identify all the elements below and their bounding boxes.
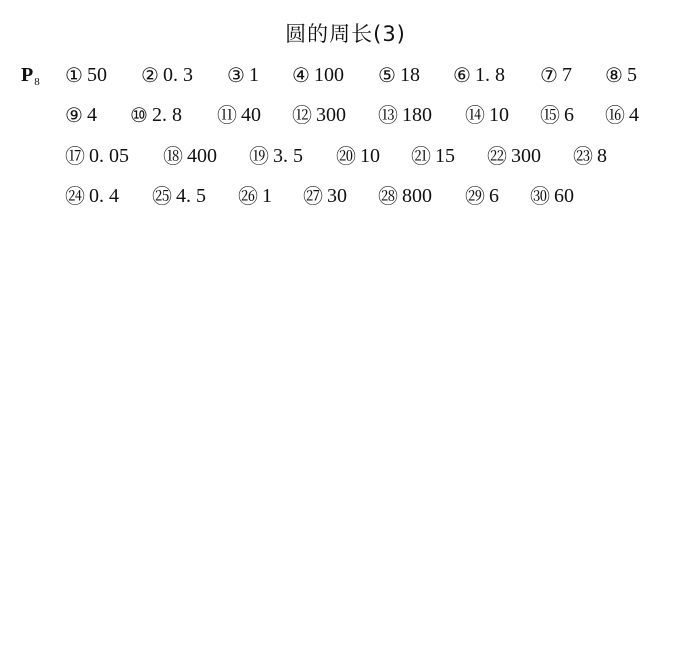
answer-number: ⑨ (65, 103, 83, 127)
answer-value: 6 (564, 104, 574, 126)
answer-number: ⑰ (65, 144, 85, 168)
answer-value: 0. 05 (89, 145, 129, 167)
answer-number: ㉔ (65, 184, 85, 208)
answer-number: ⑭ (465, 103, 485, 127)
answer-value: 4. 5 (176, 185, 206, 207)
answer-item (465, 184, 499, 208)
answer-number: ㉗ (303, 184, 323, 208)
answer-value: 15 (435, 145, 455, 167)
answer-number: ㉚ (530, 184, 550, 208)
answer-item (163, 144, 217, 168)
answer-number: ⑱ (163, 144, 183, 168)
answer-value: 1. 8 (474, 64, 505, 86)
answer-value: 60 (554, 185, 574, 207)
answer-value: 100 (313, 64, 344, 86)
answer-value: 18 (399, 64, 420, 86)
answer-value: 7 (561, 64, 572, 86)
answer-item (336, 144, 380, 168)
answer-value: 4 (86, 104, 97, 126)
answer-number: ㉒ (487, 144, 507, 168)
answer-number: ⑤ (378, 63, 396, 87)
answer-value: 180 (402, 104, 432, 126)
answer-value: 3. 5 (273, 145, 303, 167)
answer-number: ㉓ (573, 144, 593, 168)
answer-item (292, 63, 344, 87)
answer-item (217, 103, 261, 127)
answer-number: ⑳ (336, 144, 356, 168)
answer-number: ⑥ (453, 63, 471, 87)
answer-item (249, 144, 303, 168)
answer-value: 300 (511, 145, 541, 167)
page-title: 圆的周长(3) (285, 22, 406, 46)
answer-item (378, 184, 432, 208)
answer-number: ② (141, 63, 159, 87)
answer-number: ③ (227, 63, 245, 87)
answer-item (453, 63, 505, 87)
answer-value: 2. 8 (151, 104, 182, 126)
answer-item (238, 184, 272, 208)
answer-value: 400 (187, 145, 217, 167)
answer-value: 30 (327, 185, 347, 207)
answer-item (152, 184, 206, 208)
answer-item (130, 103, 182, 127)
answer-item (530, 184, 574, 208)
answer-item (411, 144, 455, 168)
answer-item (487, 144, 541, 168)
answer-number: ⑧ (605, 63, 623, 87)
answer-value: 8 (597, 145, 607, 167)
answer-value: 300 (316, 104, 346, 126)
answer-number: ㉑ (411, 144, 431, 168)
answer-item (540, 63, 572, 87)
answer-number: ⑫ (292, 103, 312, 127)
answer-value: 40 (241, 104, 261, 126)
answer-item (540, 103, 574, 127)
page-number-label (21, 64, 40, 93)
answer-value: 10 (360, 145, 380, 167)
answer-item (378, 103, 432, 127)
answer-number: ㉙ (465, 184, 485, 208)
answer-number: ⑯ (605, 103, 625, 127)
page-label-number: 8 (34, 76, 40, 88)
answer-number: ⑩ (130, 103, 148, 127)
answer-value: 5 (626, 64, 637, 86)
answer-item (141, 63, 193, 87)
answer-item (65, 184, 119, 208)
answer-number: ① (65, 63, 83, 87)
answer-item (378, 63, 420, 87)
answer-value: 0. 3 (162, 64, 193, 86)
answer-number: ④ (292, 63, 310, 87)
answer-item (303, 184, 347, 208)
answer-item (65, 63, 107, 87)
answer-item (573, 144, 607, 168)
answer-number: ⑮ (540, 103, 560, 127)
answer-value: 1 (262, 185, 272, 207)
answer-item (605, 103, 639, 127)
answer-value: 50 (86, 64, 107, 86)
answer-value: 6 (489, 185, 499, 207)
answer-number: ㉘ (378, 184, 398, 208)
answer-value: 1 (248, 64, 259, 86)
answer-value: 10 (489, 104, 509, 126)
answer-number: ⑪ (217, 103, 237, 127)
answer-item (605, 63, 637, 87)
answer-item (65, 144, 129, 168)
answer-item (227, 63, 259, 87)
answer-number: ⑲ (249, 144, 269, 168)
page-label-letter: P (21, 64, 34, 86)
answer-value: 4 (629, 104, 639, 126)
answer-item (292, 103, 346, 127)
answer-item (465, 103, 509, 127)
answer-number: ㉕ (152, 184, 172, 208)
answer-item (65, 103, 97, 127)
answer-number: ⑦ (540, 63, 558, 87)
answer-number: ⑬ (378, 103, 398, 127)
answer-number: ㉖ (238, 184, 258, 208)
answer-value: 800 (402, 185, 432, 207)
answer-value: 0. 4 (89, 185, 119, 207)
